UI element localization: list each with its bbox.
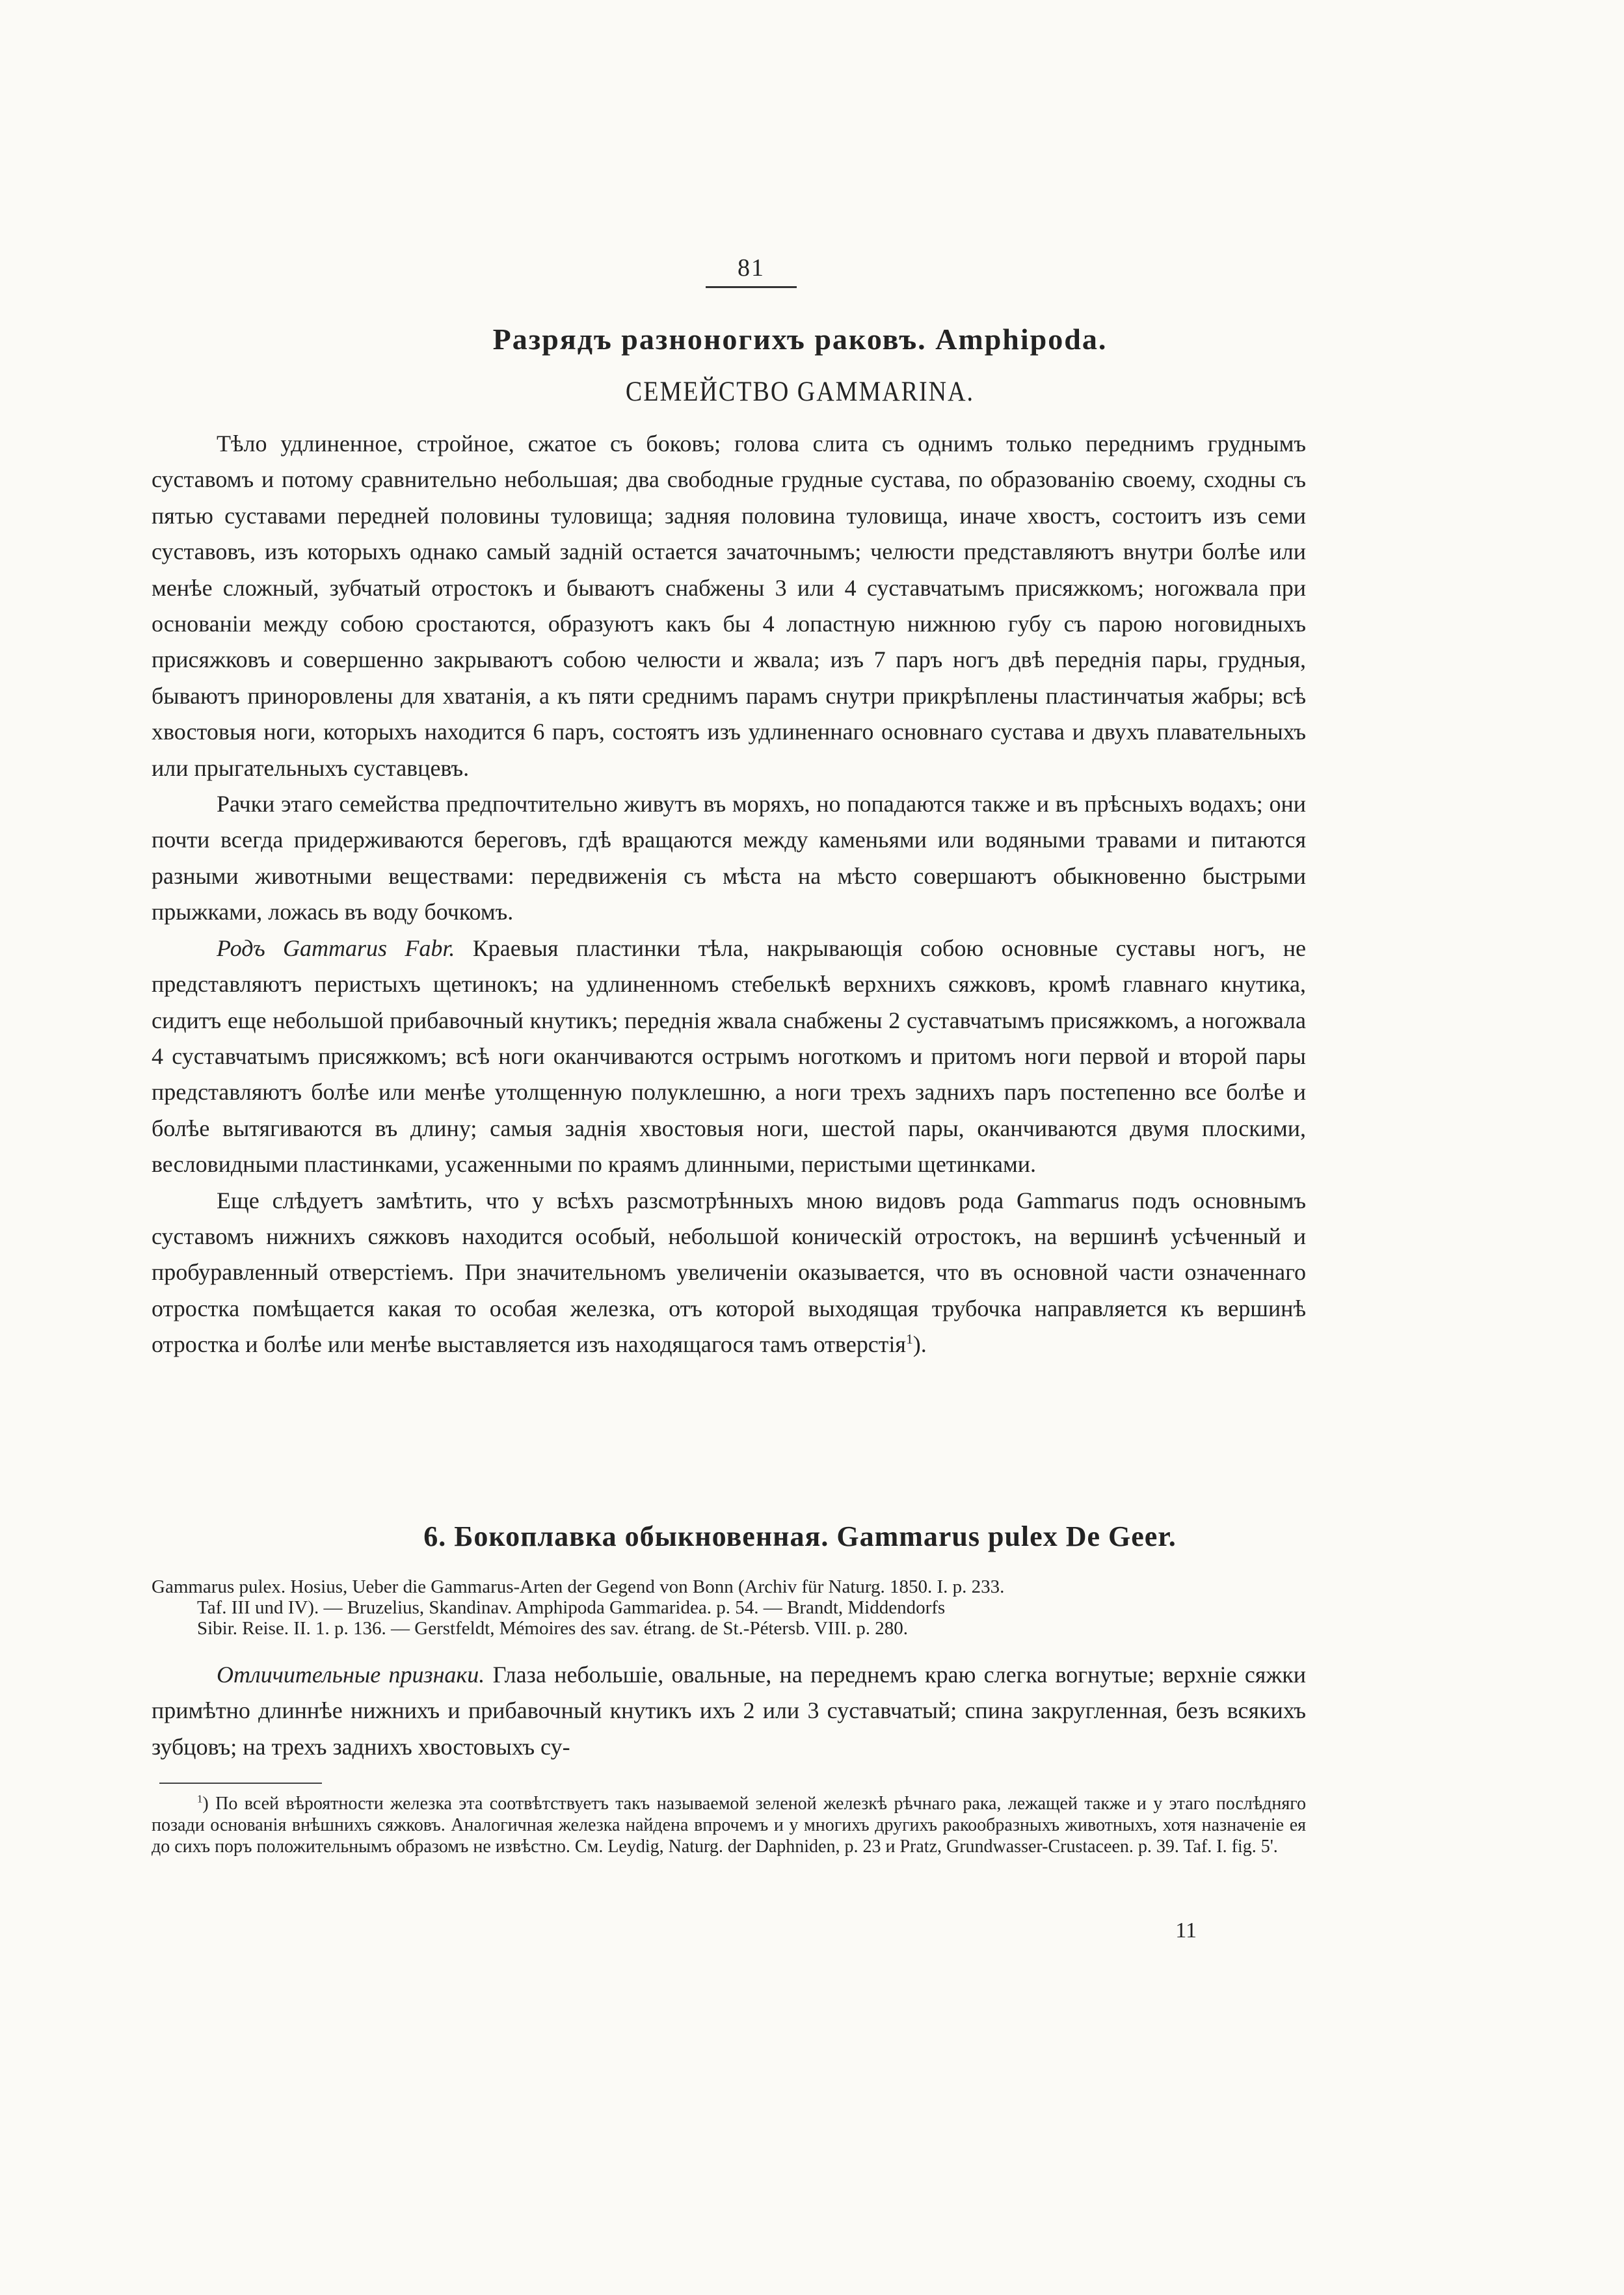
genus-text: Краевыя пластинки тѣла, накрывающія собою основные суставы ногъ, не представляютъ перистыхъ щетинокъ; на удлиненномъ стебелькѣ верхнихъ сяжковъ, кромѣ главнаго кнутика, сидитъ еще небольшой прибавочный кнутикъ; переднія жвала снабжены 2 суставчатымъ присяжкомъ, а ногожвала 4 суставчатымъ присяжкомъ; всѣ ноги оканчиваются острымъ ноготкомъ и притомъ ноги первой и второй пары представляютъ болѣе или менѣе утолщенную полуклешню, а ноги трехъ заднихъ паръ постепенно все болѣе и болѣе вытягиваются въ длину; самыя заднія хвостовыя ноги, шестой пары, оканчиваются двумя плоскими, весловидными пластинками, усаженными по краямъ длинными, перистыми щетинками. xyxy=(152,935,1306,1178)
main-text xyxy=(152,426,1306,1363)
gland-text: Еще слѣдуетъ замѣтить, что у всѣхъ разсмотрѣнныхъ мною видовъ рода Gammarus подъ основнымъ суставомъ нижнихъ сяжковъ находится особый, небольшой коническій отростокъ, на вершинѣ усѣченный и пробуравленный отверстіемъ. При значительномъ увеличеніи оказывается, что въ основной части означеннаго отростка помѣщается какая то особая железка, отъ которой выходящая трубочка направляется къ вершинѣ отростка и болѣе или менѣе выставляется изъ находящагося тамъ отверстія xyxy=(152,1187,1306,1358)
paragraph-description: Тѣло удлиненное, стройное, сжатое съ боковъ; голова слита съ однимъ только переднимъ груднымъ суставомъ и потому сравнительно небольшая; два свободные грудные сустава, по образованію своему, сходны съ пятью суставами передней половины туловища; задняя половина туловища, иначе хвостъ, состоитъ изъ семи суставовъ, изъ которыхъ однако самый задній остается зачаточнымъ; челюсти представляютъ внутри болѣе или менѣе сложный, зубчатый отростокъ и бываютъ снабжены 3 или 4 суставчатымъ присяжкомъ; ногожвала при основаніи между собою сростаются, образуютъ какъ бы 4 лопастную нижнюю губу съ парою ноговидныхъ присяжковъ и совершенно закрываютъ собою челюсти и жвала; изъ 7 паръ ногъ двѣ переднія пары, грудныя, бываютъ приноровлены для хватанія, а къ пяти среднимъ парамъ снутри прикрѣплены пластинчатыя жабры; всѣ хвостовыя ноги, которыхъ находится 6 паръ, состоятъ изъ удлиненнаго основнаго сустава и двухъ плавательныхъ или прыгательныхъ суставцевъ. xyxy=(152,431,1306,781)
paragraph-genus xyxy=(152,931,1306,1183)
diagnosis-paragraph xyxy=(152,1657,1306,1765)
footnote-marker: 1 xyxy=(905,1331,913,1347)
genus-name: Родъ Gammarus Fabr. xyxy=(217,935,455,961)
reference-line: Sibir. Reise. II. 1. p. 136. — Gerstfeldt, Mémoires des sav. étrang. de St.-Pétersb. VIII. p. 280. xyxy=(197,1618,908,1639)
paragraph-gland xyxy=(152,1183,1306,1363)
footnote-rule xyxy=(159,1783,322,1784)
gland-text-end: ). xyxy=(912,1331,927,1358)
footnote-text: ) По всей вѣроятности железка эта соотвѣтствуетъ такъ называемой зеленой железкѣ рѣчнаго рака, лежащей также и у этаго послѣдняго позади основанія внѣшнихъ сяжковъ. Аналогичная железка найдена впрочемъ и у многихъ другихъ ракообразныхъ животныхъ, хотя назначеніе ея до сихъ поръ положительнымъ образомъ не извѣстно. См. Leydig, Naturg. der Daphniden, p. 23 и Pratz, Grundwasser-Crustaceen. p. 39. Taf. I. fig. 5'. xyxy=(152,1794,1306,1857)
page-number-rule xyxy=(706,286,797,288)
reference-line: Gammarus pulex. Hosius, Ueber die Gammarus-Arten der Gegend von Bonn (Archiv für Naturg. 1850. I. p. 233. xyxy=(152,1576,1005,1597)
signature-number: 11 xyxy=(1175,1918,1197,1943)
species-heading: 6. Бокоплавка обыкновенная. Gammarus pulex De Geer. xyxy=(423,1520,1177,1552)
references-block xyxy=(152,1576,1306,1639)
diagnosis-label: Отличительные признаки. xyxy=(217,1662,485,1688)
page-number: 81 xyxy=(738,254,765,282)
footnote xyxy=(152,1793,1306,1857)
order-heading: Разрядъ разноногихъ раковъ. Amphipoda. xyxy=(492,323,1108,356)
reference-line: Taf. III und IV). — Bruzelius, Skandinav. Amphipoda Gammaridea. p. 54. — Brandt, Middendorfs xyxy=(197,1597,946,1618)
paragraph-habitat: Рачки этаго семейства предпочтительно живутъ въ моряхъ, но попадаются также и въ прѣсныхъ водахъ; они почти всегда придерживаются береговъ, гдѣ вращаются между каменьями или водяными травами и питаются разными животными веществами: передвиженія съ мѣста на мѣсто совершаютъ обыкновенно быстрыми прыжками, ложась въ воду бочкомъ. xyxy=(152,791,1306,925)
diagnosis-text: Глаза небольшіе, овальные, на переднемъ краю слегка вогнутые; верхніе сяжки примѣтно длиннѣе нижнихъ и прибавочный кнутикъ ихъ 2 или 3 суставчатый; спина закругленная, безъ всякихъ зубцовъ; на трехъ заднихъ хвостовыхъ су- xyxy=(152,1662,1306,1760)
family-heading: СЕМЕЙСТВО GAMMARINA. xyxy=(625,375,975,408)
footnote-number: 1 xyxy=(197,1792,203,1805)
